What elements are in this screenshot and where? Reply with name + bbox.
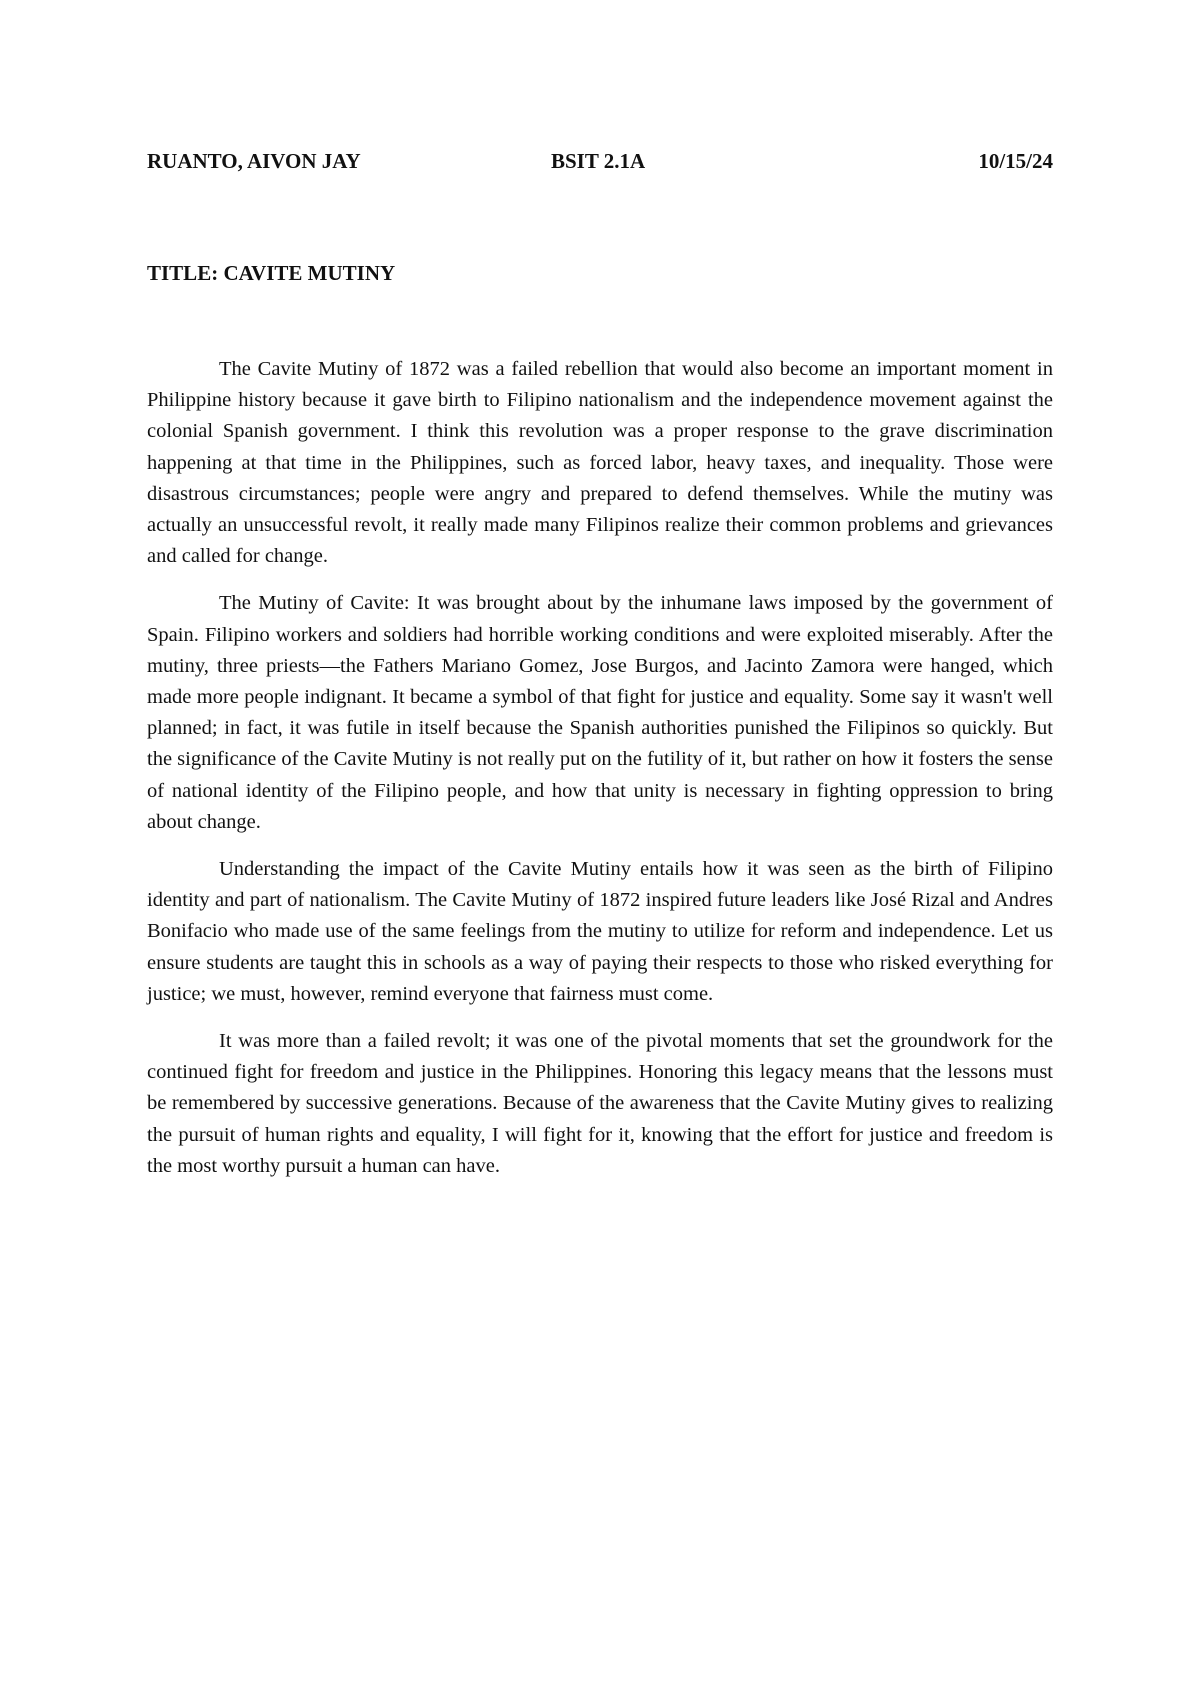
document-date: 10/15/24	[978, 149, 1053, 173]
document-header	[147, 148, 1053, 174]
paragraph-4: It was more than a failed revolt; it was one of the pivotal moments that set the groundwork for the continued fight for freedom and justice in the Philippines. Honoring this legacy means that the lessons must be remembered by successive generations. Because of the awareness that the Cavite Mutiny gives to realizing the pursuit of human rights and equality, I will fight for it, knowing that the effort for justice and freedom is the most worthy pursuit a human can have.	[147, 1030, 1053, 1177]
document-page	[147, 0, 1053, 1696]
paragraph-3: Understanding the impact of the Cavite Mutiny entails how it was seen as the birth of Filipino identity and part of nationalism. The Cavite Mutiny of 1872 inspired future leaders like José Rizal and Andres Bonifacio who made use of the same feelings from the mutiny to utilize for reform and independence. Let us ensure students are taught this in schools as a way of paying their respects to those who risked everything for justice; we must, however, remind everyone that fairness must come.	[147, 858, 1053, 1005]
essay-body	[147, 354, 1053, 1198]
paragraph-1: The Cavite Mutiny of 1872 was a failed rebellion that would also become an important moment in Philippine history because it gave birth to Filipino nationalism and the independence movement against the colonial Spanish government. I think this revolution was a proper response to the grave discrimination happening at that time in the Philippines, such as forced labor, heavy taxes, and inequality. Those were disastrous circumstances; people were angry and prepared to defend themselves. While the mutiny was actually an unsuccessful revolt, it really made many Filipinos realize their common problems and grievances and called for change.	[147, 358, 1053, 568]
paragraph-2: The Mutiny of Cavite: It was brought about by the inhumane laws imposed by the government of Spain. Filipino workers and soldiers had horrible working conditions and were exploited miserably. After the mutiny, three priests—the Fathers Mariano Gomez, Jose Burgos, and Jacinto Zamora were hanged, which made more people indignant. It became a symbol of that fight for justice and equality. Some say it wasn't well planned; in fact, it was futile in itself because the Spanish authorities punished the Filipinos so quickly. But the significance of the Cavite Mutiny is not really put on the futility of it, but rather on how it fosters the sense of national identity of the Filipino people, and how that unity is necessary in fighting oppression to bring about change.	[147, 592, 1053, 833]
student-name: RUANTO, AIVON JAY	[147, 149, 361, 173]
course-section: BSIT 2.1A	[551, 149, 646, 173]
document-title: TITLE: CAVITE MUTINY	[147, 261, 396, 285]
